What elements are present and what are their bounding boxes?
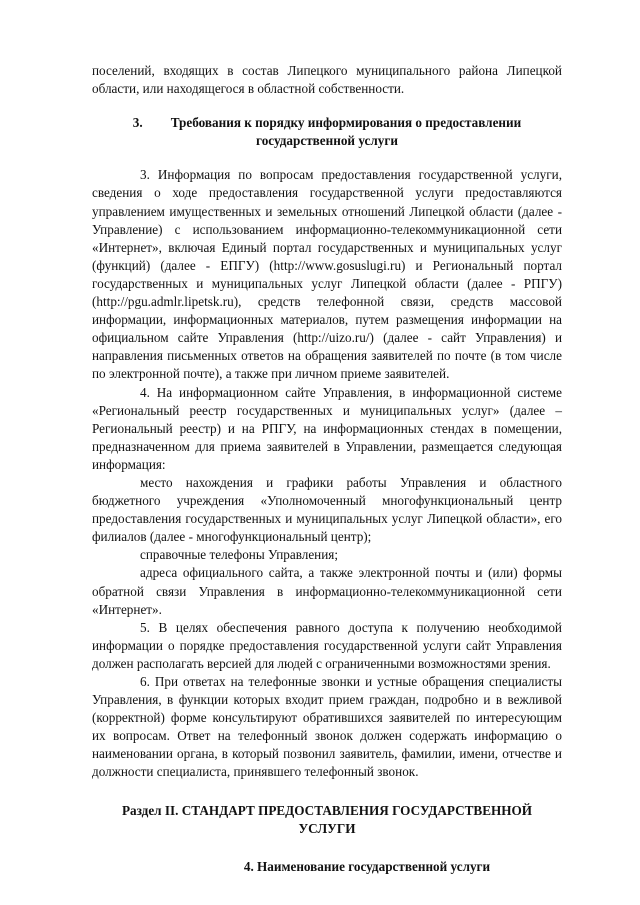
section-2-heading: Раздел II. СТАНДАРТ ПРЕДОСТАВЛЕНИЯ ГОСУДАРСТВЕННОЙ УСЛУГИ	[121, 802, 533, 836]
paragraph-5: 5. В целях обеспечения равного доступа к получению необходимой информации о порядке предоставления государственной услуги сайт Управления должен располагать версией для людей с ограниченными возможностями зрения.	[92, 619, 562, 671]
section-3-heading	[92, 114, 562, 150]
section-3-number: 3.	[132, 115, 143, 131]
paragraph-4-phones: справочные телефоны Управления;	[140, 547, 339, 563]
section-4-heading: 4. Наименование государственной услуги	[243, 858, 491, 874]
paragraph-4: 4. На информационном сайте Управления, в информационной системе «Региональный реестр государственных и муниципальных услуг» (далее – Региональный реестр) и на РПГУ, на информационных стендах в помещении, предназначенном для приема заявителей в Управлении, размещается следующая информация:	[92, 384, 562, 472]
intro-paragraph: поселений, входящих в состав Липецкого муниципального района Липецкой области, или находящегося в областной собственности.	[92, 63, 562, 97]
section-3-title: Требования к порядку информирования о предоставлении государственной услуги	[170, 115, 522, 149]
paragraph-3: 3. Информация по вопросам предоставления государственной услуги, сведения о ходе предоставления государственной услуги предоставляются управлением имущественных и земельных отношений Липецкой области (далее - Управление) с использованием информационно-телекоммуникационной сети «Интернет», включая Единый портал государственных и муниципальных услуг (функций) (далее - ЕПГУ) (http://www.gosuslugi.ru) и Региональный портал государственных и муниципальных услуг Липецкой области (далее - РПГУ) (http://pgu.admlr.lipetsk.ru), средств телефонной связи, средств массовой информации, информационных материалов, путем размещения информации на официальном сайте Управления (http://uizo.ru/) (далее - сайт Управления) и направления письменных ответов на обращения заявителей по почте (в том числе по электронной почте), а также при личном приеме заявителей.	[92, 167, 562, 382]
paragraph-6: 6. При ответах на телефонные звонки и устные обращения специалисты Управления, в функции которых входит прием граждан, подробно и в вежливой (корректной) форме консультируют обратившихся заявителей по интересующим их вопросам. Ответ на телефонный звонок должен содержать информацию о наименовании органа, в который позвонил заявитель, фамилии, имени, отчестве и должности специалиста, принявшего телефонный звонок.	[92, 674, 562, 780]
paragraph-4-location: место нахождения и графики работы Управления и областного бюджетного учреждения «Уполномоченный многофункциональный центр предоставления государственных и муниципальных услуг Липецкой области», его филиалов (далее - многофункциональный центр);	[92, 474, 562, 545]
paragraph-4-addresses: адреса официального сайта, а также электронной почты и (или) формы обратной связи Управления в информационно-телекоммуникационной сети «Интернет».	[92, 565, 562, 617]
